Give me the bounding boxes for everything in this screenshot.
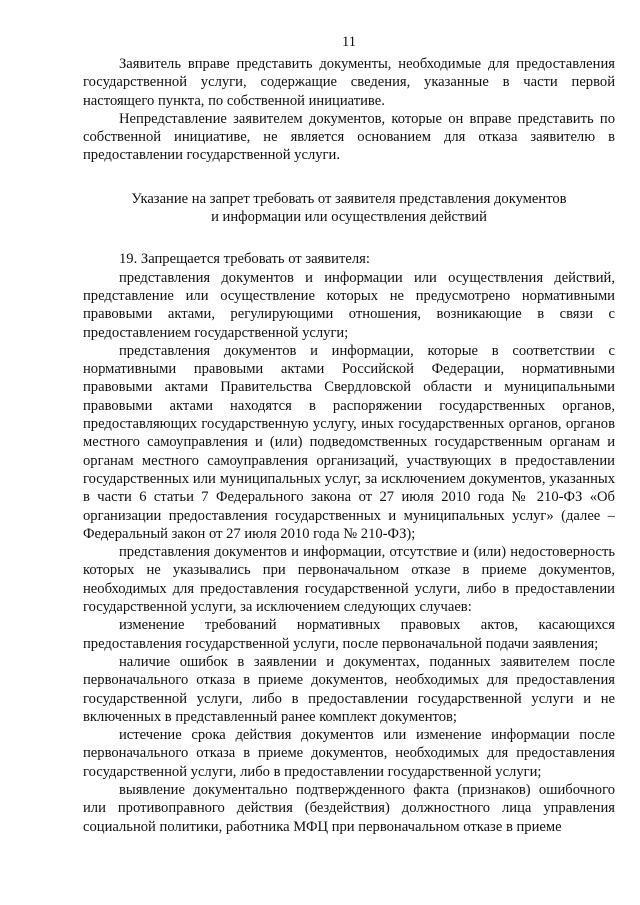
paragraph-documents-held-by-authorities: представления документов и информации, которые в соответствии с нормативными правовыми актами Российской Федерации, нормативными правовыми актами Правительства Свердловской области и муниципальными правовыми актами находятся в распоряжении государственных органов, предоставляющих государственную услугу, иных государственных органов, органов местного самоуправления и (или) подведомственных государственным органам и органам местного самоуправления организаций, участвующих в предоставлении государственных или муниципальных услуг, за исключением документов, указанных в части 6 статьи 7 Федерального закона от 27 июля 2010 года № 210-ФЗ «Об организации предоставления государственных и муниципальных услуг» (далее – Федеральный закон от 27 июля 2010 года № 210-ФЗ); <box>83 342 615 542</box>
paragraph-undisclosed-deficiencies: представления документов и информации, отсутствие и (или) недостоверность которых не указывались при первоначальном отказе в приеме документов, необходимых для предоставления государственной услуги, либо в предоставлении государственной услуги, за исключением следующих случаев: <box>83 544 615 616</box>
paragraph-case-misconduct: выявление документально подтвержденного факта (признаков) ошибочного или противоправного действия (бездействия) должностного лица управления социальной политики, работника МФЦ при первоначальном отказе в приеме <box>83 781 615 835</box>
paragraph-case-expiry: истечение срока действия документов или изменение информации после первоначального отказа в приеме документов, необходимых для предоставления государственной услуги, либо в предоставлении государственной услуги; <box>83 727 615 780</box>
paragraph-item-19: 19. Запрещается требовать от заявителя: <box>119 251 370 268</box>
paragraph-case-requirements-change: изменение требований нормативных правовых актов, касающихся предоставления государственной услуги, после первоначальной подачи заявления; <box>83 617 615 652</box>
paragraph-case-errors: наличие ошибок в заявлении и документах, поданных заявителем после первоначального отказа в приеме документов, необходимых для предоставления государственной услуги, либо в предоставлении государственной услуги и не включенных в представленный ранее комплект документов; <box>83 653 615 725</box>
document-body <box>83 55 615 836</box>
paragraph-non-submission: Непредставление заявителем документов, которые он вправе представить по собственной инициативе, не является основанием для отказа заявителю в предоставлении государственной услуги. <box>83 110 615 164</box>
section-heading-line-2: и информации или осуществления действий <box>211 209 487 226</box>
document-page <box>83 0 615 905</box>
page-number: 11 <box>342 34 356 50</box>
paragraph-unregulated-documents: представления документов и информации или осуществления действий, представление или осуществление которых не предусмотрено нормативными правовыми актами, регулирующими отношения, возникающие в связи с предоставлением государственной услуги; <box>83 269 615 341</box>
section-heading <box>83 190 615 227</box>
paragraph-voluntary-documents: Заявитель вправе представить документы, необходимые для предоставления государственной услуги, содержащие сведения, указанные в части первой настоящего пункта, по собственной инициативе. <box>83 56 615 109</box>
section-heading-line-1: Указание на запрет требовать от заявителя представления документов <box>131 190 567 207</box>
